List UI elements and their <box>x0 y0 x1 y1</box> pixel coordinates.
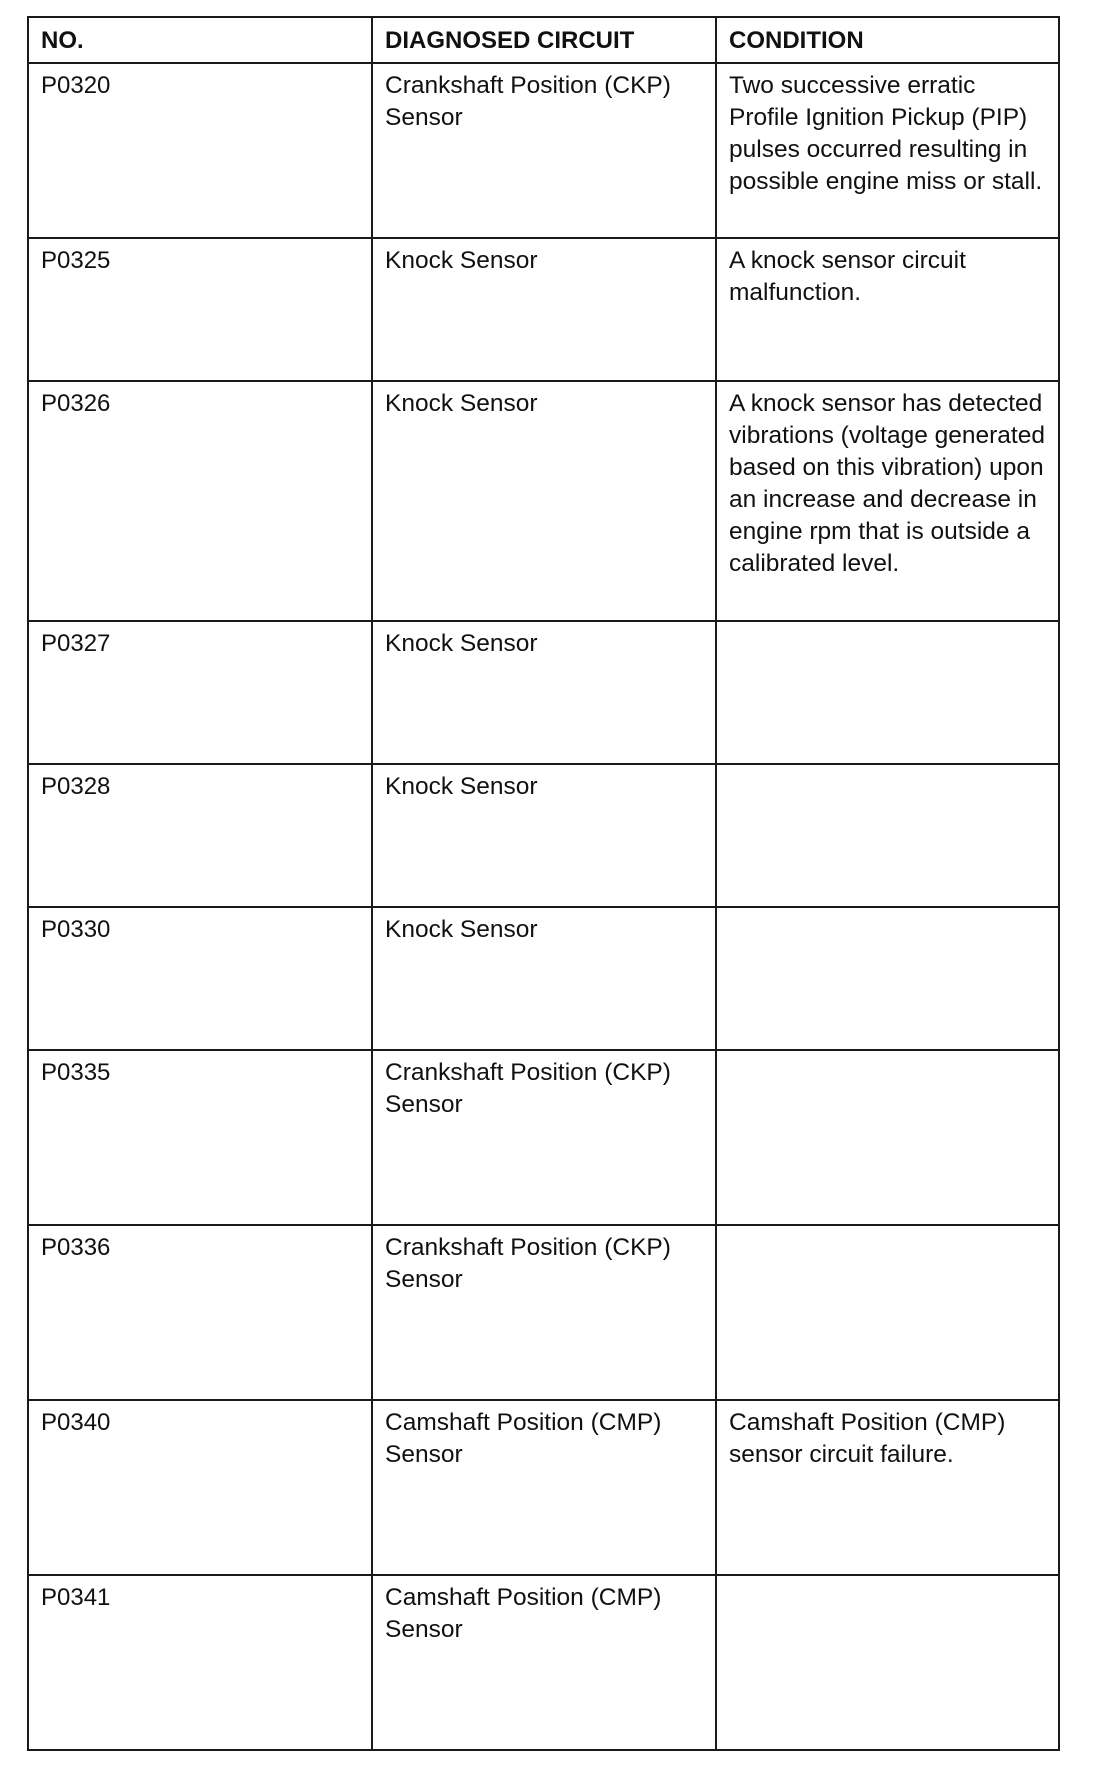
condition-cell: A knock sensor circuit malfunction. <box>716 238 1059 381</box>
condition-cell: A knock sensor has detected vibrations (voltage generated based on this vibration) upon an increase and decrease in engine rpm that is outside a calibrated level. <box>716 381 1059 621</box>
code-cell: P0336 <box>28 1225 372 1400</box>
table-row <box>28 907 1059 1050</box>
circuit-cell: Knock Sensor <box>372 621 716 764</box>
table-row <box>28 381 1059 621</box>
code-cell: P0341 <box>28 1575 372 1750</box>
circuit-cell: Crankshaft Position (CKP) Sensor <box>372 63 716 238</box>
circuit-cell: Knock Sensor <box>372 907 716 1050</box>
table-row <box>28 1225 1059 1400</box>
table-row <box>28 1400 1059 1575</box>
table-row <box>28 238 1059 381</box>
code-cell: P0320 <box>28 63 372 238</box>
condition-cell <box>716 1050 1059 1225</box>
circuit-cell: Crankshaft Position (CKP) Sensor <box>372 1050 716 1225</box>
table-row <box>28 621 1059 764</box>
circuit-cell: Camshaft Position (CMP) Sensor <box>372 1400 716 1575</box>
table-row <box>28 1050 1059 1225</box>
condition-cell <box>716 621 1059 764</box>
table-row <box>28 1575 1059 1750</box>
circuit-cell: Crankshaft Position (CKP) Sensor <box>372 1225 716 1400</box>
circuit-cell: Camshaft Position (CMP) Sensor <box>372 1575 716 1750</box>
circuit-cell: Knock Sensor <box>372 238 716 381</box>
header-diagnosed-circuit: DIAGNOSED CIRCUIT <box>372 17 716 63</box>
code-cell: P0328 <box>28 764 372 907</box>
code-cell: P0326 <box>28 381 372 621</box>
circuit-cell: Knock Sensor <box>372 764 716 907</box>
code-cell: P0335 <box>28 1050 372 1225</box>
code-cell: P0325 <box>28 238 372 381</box>
code-cell: P0330 <box>28 907 372 1050</box>
header-no: NO. <box>28 17 372 63</box>
condition-cell <box>716 1575 1059 1750</box>
condition-cell: Two successive erratic Profile Ignition Pickup (PIP) pulses occurred resulting in possible engine miss or stall. <box>716 63 1059 238</box>
circuit-cell: Knock Sensor <box>372 381 716 621</box>
condition-cell: Camshaft Position (CMP) sensor circuit failure. <box>716 1400 1059 1575</box>
code-cell: P0327 <box>28 621 372 764</box>
condition-cell <box>716 764 1059 907</box>
header-condition: CONDITION <box>716 17 1059 63</box>
condition-cell <box>716 1225 1059 1400</box>
dtc-table <box>27 16 1060 1751</box>
table-row <box>28 764 1059 907</box>
header-row <box>28 17 1059 63</box>
code-cell: P0340 <box>28 1400 372 1575</box>
table-row <box>28 63 1059 238</box>
condition-cell <box>716 907 1059 1050</box>
